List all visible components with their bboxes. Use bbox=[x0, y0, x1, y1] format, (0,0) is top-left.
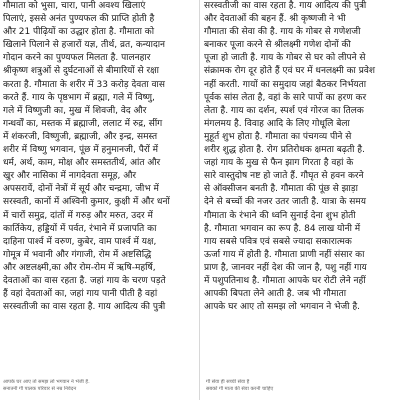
text-line: गोमूत्र में भवानी और गंगाजी, रोम में अष्टसिद्धि bbox=[3, 249, 152, 260]
text-line: गौमाता को भुसा, चारा, पानी अवश्य खिलाएं bbox=[3, 1, 146, 11]
text-line: सारे वास्तुदोष नष्ट हो जाते हैं. गौघृत से हवन करने bbox=[204, 171, 364, 182]
left-text-column bbox=[3, 0, 197, 314]
text-line: गोदान करने का पुण्यफल मिलता है. पालनहार bbox=[3, 53, 151, 64]
text-line: में शंकरजी, विष्णुजी, ब्रह्माजी, और इन्द्र, समस्त bbox=[3, 131, 158, 142]
text-line: गन्धर्वों का, मस्तक में ब्रह्माजी, ललाट में रुद्र, सींग bbox=[3, 118, 163, 129]
text-line: हैं वहां देवताओं का, जहां गाय पानी पीती है वहां bbox=[3, 289, 158, 300]
text-line: कार्तिकेय, हड्डियों में पर्वत, रंभाने में प्रजापति का bbox=[3, 223, 157, 234]
text-line: नहीं करती. गायों का समुदाय जहां बैठकर निर्भयता bbox=[204, 79, 367, 90]
text-line: और अष्टलक्ष्मी,का और रोम-रोम में ऋषि-महर्षि, bbox=[3, 262, 156, 273]
text-line: आपके घर आए तो समझ लो भगवान ने भेजी है. bbox=[204, 302, 361, 313]
column-divider bbox=[199, 0, 200, 400]
text-line: ऊर्जा गाय में होती है. गौमाता प्राणी नहीं संसार का bbox=[204, 249, 365, 260]
text-line: अपसरायें, दोनों नेत्रों में सूर्य और चन्द्रमा, जीभ में bbox=[3, 184, 159, 195]
text-line: संक्रामक रोग दूर होते हैं एवं घर में धनलक्ष्मी का प्रवेश bbox=[204, 66, 375, 77]
text-line: लेता है. गाय का दर्शन, स्पर्श एवं गोरज का तिलक bbox=[204, 105, 364, 116]
text-line: गले में विष्णुजी का, मुख में शिवजी, वेद और bbox=[3, 105, 147, 116]
footer-line: सनातनी गौ पालक परिवार से नम्र निवेदन bbox=[3, 386, 77, 392]
text-line: सरस्वती, कानों में अश्विनी कुमार, कुक्षी में और धनों bbox=[3, 197, 170, 208]
text-line: पूर्वक सांस लेता है, वहां के सारे पापों का हरण कर bbox=[204, 92, 367, 103]
text-line: बनाकर पूजा करने से श्रीलक्ष्मी गणेश दोनों की bbox=[204, 40, 351, 51]
text-line: सरस्वतीजी का वास रहता है. गाय आदित्य की पुत्री bbox=[204, 1, 367, 11]
footer-line: सबको गौ माता की सेवा करनी चाहिए bbox=[206, 386, 274, 392]
text-line: आपकी बिपता लेने आती है. जब भी गौमाता bbox=[204, 289, 347, 300]
text-line: पूजा हो जाती है. गाय के गोबर से घर को लीपने से bbox=[204, 53, 366, 64]
text-line: शरीर शुद्ध होता है. रोग प्रतिरोधक क्षमता बढ़ती है. bbox=[204, 145, 365, 156]
text-line: में चारों समुद्र, दांतों में गरुड़ और मरुत, उदर में bbox=[3, 210, 153, 221]
left-footer-caption bbox=[3, 379, 193, 393]
text-line: धर्म, अर्थ, काम, मोक्ष और समस्ततीर्थ, आंत और bbox=[3, 158, 161, 169]
text-line: जहां गाय के मुख से फैन झाग गिरता है वहां के bbox=[204, 158, 354, 169]
text-line: करते हैं. गाय के पृष्ठभाग में ब्रह्मा, गले में विष्णु, bbox=[3, 92, 155, 103]
right-footer-caption bbox=[206, 379, 396, 393]
text-line: मंगलमय है. विवाह आदि के लिए गोधूलि बेला bbox=[204, 118, 350, 129]
right-text-column bbox=[204, 0, 398, 314]
text-line: श्रीकृष्ण शत्रुओं से दुर्घटनाओं से बीमारियों से रक्षा bbox=[3, 66, 159, 77]
text-line: देवताओं का वास रहता है. जहां गाय के चरण पड़ते bbox=[3, 275, 166, 286]
text-line: में पशुपतिनाथ है. गौमाता आपके घर रोटी लेने नहीं bbox=[204, 275, 366, 286]
footer-line: गौ सेवा ही सच्ची सेवा है bbox=[206, 379, 250, 385]
text-line: है. गौमाता भगवान का रूप है. 84 लाख योनी में bbox=[204, 223, 361, 234]
text-line: गाय सबसे पवित्र एवं सबसे ज्यादा सकारात्मक bbox=[204, 236, 352, 247]
text-line: गौमाता की सेवा की है. गाय के गोबर से गणेशजी bbox=[204, 27, 361, 38]
text-line: करता है. गौमाता के शरीर में 33 करोड़ देवता वास bbox=[3, 79, 165, 90]
text-line: और देवताओं की बहन हैं. श्री कृष्णजी ने भी bbox=[204, 14, 346, 25]
text-line: दाहिना पार्श्व में वरुण, कुबेर, वाम पार्श्व में यक्ष, bbox=[3, 236, 157, 247]
text-line: मुहूर्त शुभ होता है. गौमाता का पंचगव्य पीने से bbox=[204, 131, 352, 142]
text-line: खुर और नासिका में नागदेवता समूह, और bbox=[3, 171, 137, 182]
text-line: पिलाएं, इससे अनंत पुण्यफल की प्राप्ति होती है bbox=[3, 14, 155, 25]
text-line: गौमाता के रंभाने की ध्वनि सुनाई देना शुभ होती bbox=[204, 210, 356, 221]
footer-line: आपके घर आए तो समझ लो भगवान ने भेजी है. bbox=[3, 379, 90, 385]
text-line: सरस्वतीजी का वास रहता है. गाय आदित्य की पुत्री bbox=[3, 302, 166, 313]
text-line: देने से बच्चों की नजर उतर जाती है. यात्रा के समय bbox=[204, 197, 366, 208]
text-line: से ऑक्सीजन बनती है. गौमाता की पूंछ से झाड़ा bbox=[204, 184, 358, 195]
text-line: और 21 पीढ़ियों का उद्धार होता है. गौमाता को bbox=[3, 27, 155, 38]
text-line: शरीर में विष्णु भगवान, पूंछ में हनुमानजी, पैरों में bbox=[3, 145, 159, 156]
text-line: खिलाने पिलाने से हजारों यज्ञ, तीर्थ, व्रत, कन्यादान bbox=[3, 40, 166, 51]
text-line: प्राण है, जानवर नहीं देश की जान है, पशु नहीं गाय bbox=[204, 262, 367, 273]
